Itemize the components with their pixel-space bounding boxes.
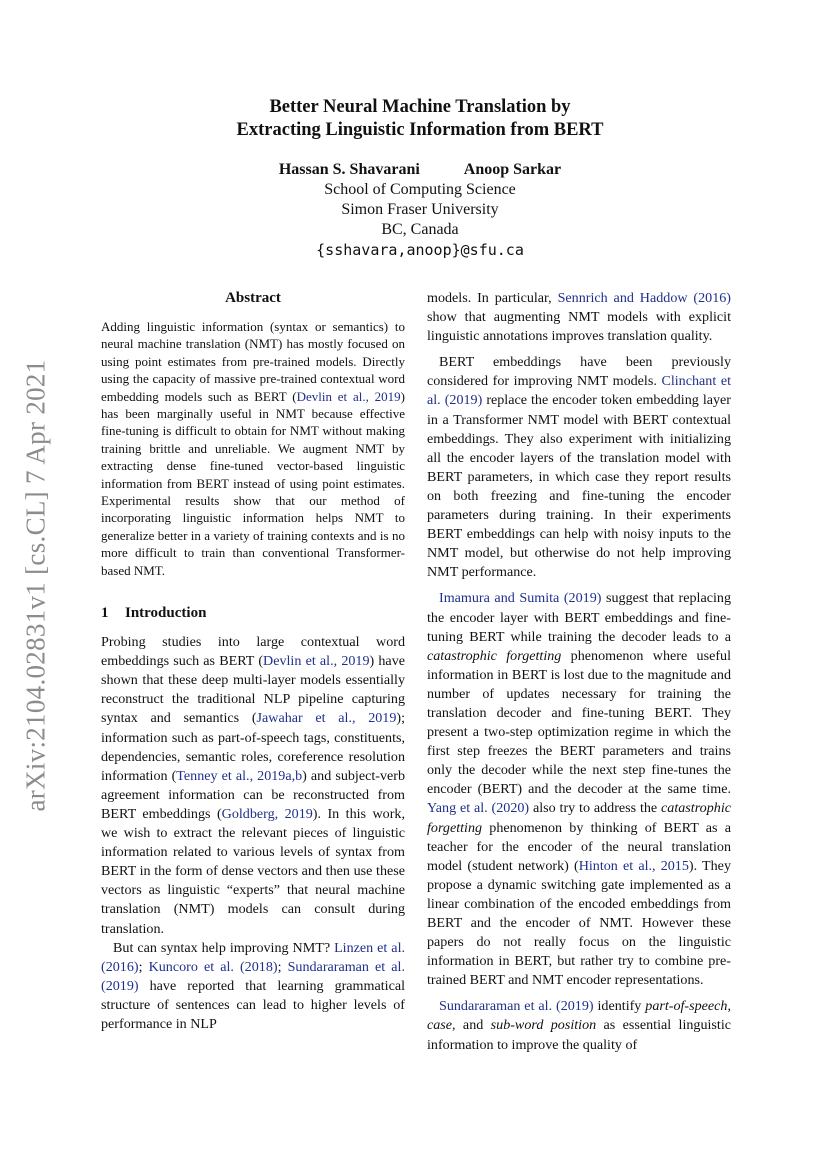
right-paragraph-1: models. In particular, Sennrich and Haddow (2016) show that augmenting NMT models with explicit linguistic annotations improves translation quality. [427,290,731,345]
emphasis-text: sub-word position [490,1017,597,1034]
citation-link[interactable]: Clinchant et al. (2019) [427,373,731,409]
author-2: Anoop Sarkar [463,161,562,178]
citation-link[interactable]: Sundararaman et al. (2019) [439,998,594,1015]
affiliation-2: Simon Fraser University [341,201,499,218]
affiliation-1: School of Computing Science [324,181,516,198]
citation-link[interactable]: Linzen et al. (2016) [101,939,406,975]
section-heading-introduction [101,603,405,623]
citation-link[interactable]: Sundararaman et al. (2019) [101,958,405,994]
citation-link[interactable]: Kuncoro et al. (2018) [148,958,278,975]
author-names [120,160,720,180]
emphasis-text: catastrophic forgetting [427,800,731,836]
left-column [101,289,405,1034]
citation-link[interactable]: Jawahar et al., 2019 [256,710,397,727]
right-paragraph-3: Imamura and Sumita (2019) suggest that replacing the encoder layer with BERT embeddings and fine-tuning BERT while training the decoder leads to a catastrophic forgetting phenomenon where useful information in BERT is lost due to the magnitude and number of updates necessary for training the translation decoder and fine-tuning BERT. They present a two-step optimization regime in which the first step freezes the BERT parameters and trains only the decoder while the next step fine-tunes the encoder (BERT) and the decoder at the same time. Yang et al. (2020) also try to address the catastrophic forgetting phenomenon by thinking of BERT as a teacher for the encoder of the neural translation model (student network) (Hinton et al., 2015). They propose a dynamic switching gate implemented as a linear combination of the encoded embeddings from BERT and the encoder of NMT. However these papers do not really focus on the linguistic information in BERT, but rather try to combine pre-trained BERT and NMT encoder representations. [427,590,732,989]
emphasis-text: catastrophic forgetting [427,647,562,664]
section-number: 1 [101,605,109,622]
citation-link[interactable]: Sennrich and Haddow (2016) [557,290,731,306]
author-email: {sshavara,anoop}@sfu.ca [316,241,524,259]
paper-title [120,96,720,142]
section-title: Introduction [125,605,207,622]
intro-paragraph-2: But can syntax help improving NMT? Linzen et al. (2016); Kuncoro et al. (2018); Sundararaman et al. (2019) have reported that learning grammatical structure of sentences can lead to higher levels of performance in NLP [101,939,406,1032]
author-block [120,160,720,260]
title-line-1: Better Neural Machine Translation by [269,97,571,117]
right-column [427,289,731,1055]
citation-link[interactable]: Imamura and Sumita (2019) [439,590,602,607]
citation-link[interactable]: Yang et al. (2020) [427,800,530,817]
title-line-2: Extracting Linguistic Information from BERT [236,120,604,140]
author-1: Hassan S. Shavarani [278,161,420,178]
emphasis-text: part-of-speech [645,998,728,1015]
affiliation-3: BC, Canada [381,221,459,238]
abstract-heading: Abstract [225,290,281,306]
citation-link[interactable]: Tenney et al., 2019a,b [176,767,303,784]
citation-link[interactable]: Devlin et al., 2019 [296,388,401,404]
emphasis-text: case [427,1017,453,1034]
citation-link[interactable]: Devlin et al., 2019 [263,653,370,670]
right-paragraph-2: BERT embeddings have been previously considered for improving NMT models. Clinchant et al. (2019) replace the encoder token embedding layer in a Transformer NMT model with BERT contextual embeddings. They also experiment with initializing all the encoder layers of the translation model with BERT parameters, in which case they report results on both freezing and fine-tuning the encoder parameters during training. In their experiments BERT embeddings can help with noisy inputs to the NMT model, but otherwise do not help improving NMT performance. [427,354,731,581]
arxiv-identifier-text: arXiv:2104.02831v1 [cs.CL] 7 Apr 2021 [20,358,51,812]
arxiv-side-identifier [14,348,58,822]
right-paragraph-4: Sundararaman et al. (2019) identify part-of-speech, case, and sub-word position as essential linguistic information to improve the quality of [427,998,731,1053]
citation-link[interactable]: Goldberg, 2019 [221,805,313,822]
abstract-text: Adding linguistic information (syntax or semantics) to neural machine translation (NMT) has mostly focused on using point estimates from pre-trained models. Directly using the capacity of massive pre-trained contextual word embedding models such as BERT (Devlin et al., 2019) has been marginally useful in NMT because effective fine-tuning is difficult to obtain for NMT without making training brittle and unreliable. We augment NMT by extracting dense fine-tuned vector-based linguistic information from BERT instead of using point estimates. Experimental results show that our method of incorporating linguistic information helps NMT to generalize better in a variety of training contexts and is no more difficult to train than conventional Transformer-based NMT. [101,319,405,578]
citation-link[interactable]: Hinton et al., 2015 [578,857,689,874]
intro-paragraph-1: Probing studies into large contextual word embeddings such as BERT (Devlin et al., 2019) have shown that these deep multi-layer models essentially reconstruct the traditional NLP pipeline capturing syntax and semantics (Jawahar et al., 2019); information such as part-of-speech tags, constituents, dependencies, semantic roles, coreference resolution information (Tenney et al., 2019a,b) and subject-verb agreement information can be reconstructed from BERT embeddings (Goldberg, 2019). In this work, we wish to extract the relevant pieces of linguistic information related to various levels of syntax from BERT in the form of dense vectors and then use these vectors as linguistic “experts” that neural machine translation (NMT) models can consult during translation. [101,634,405,937]
